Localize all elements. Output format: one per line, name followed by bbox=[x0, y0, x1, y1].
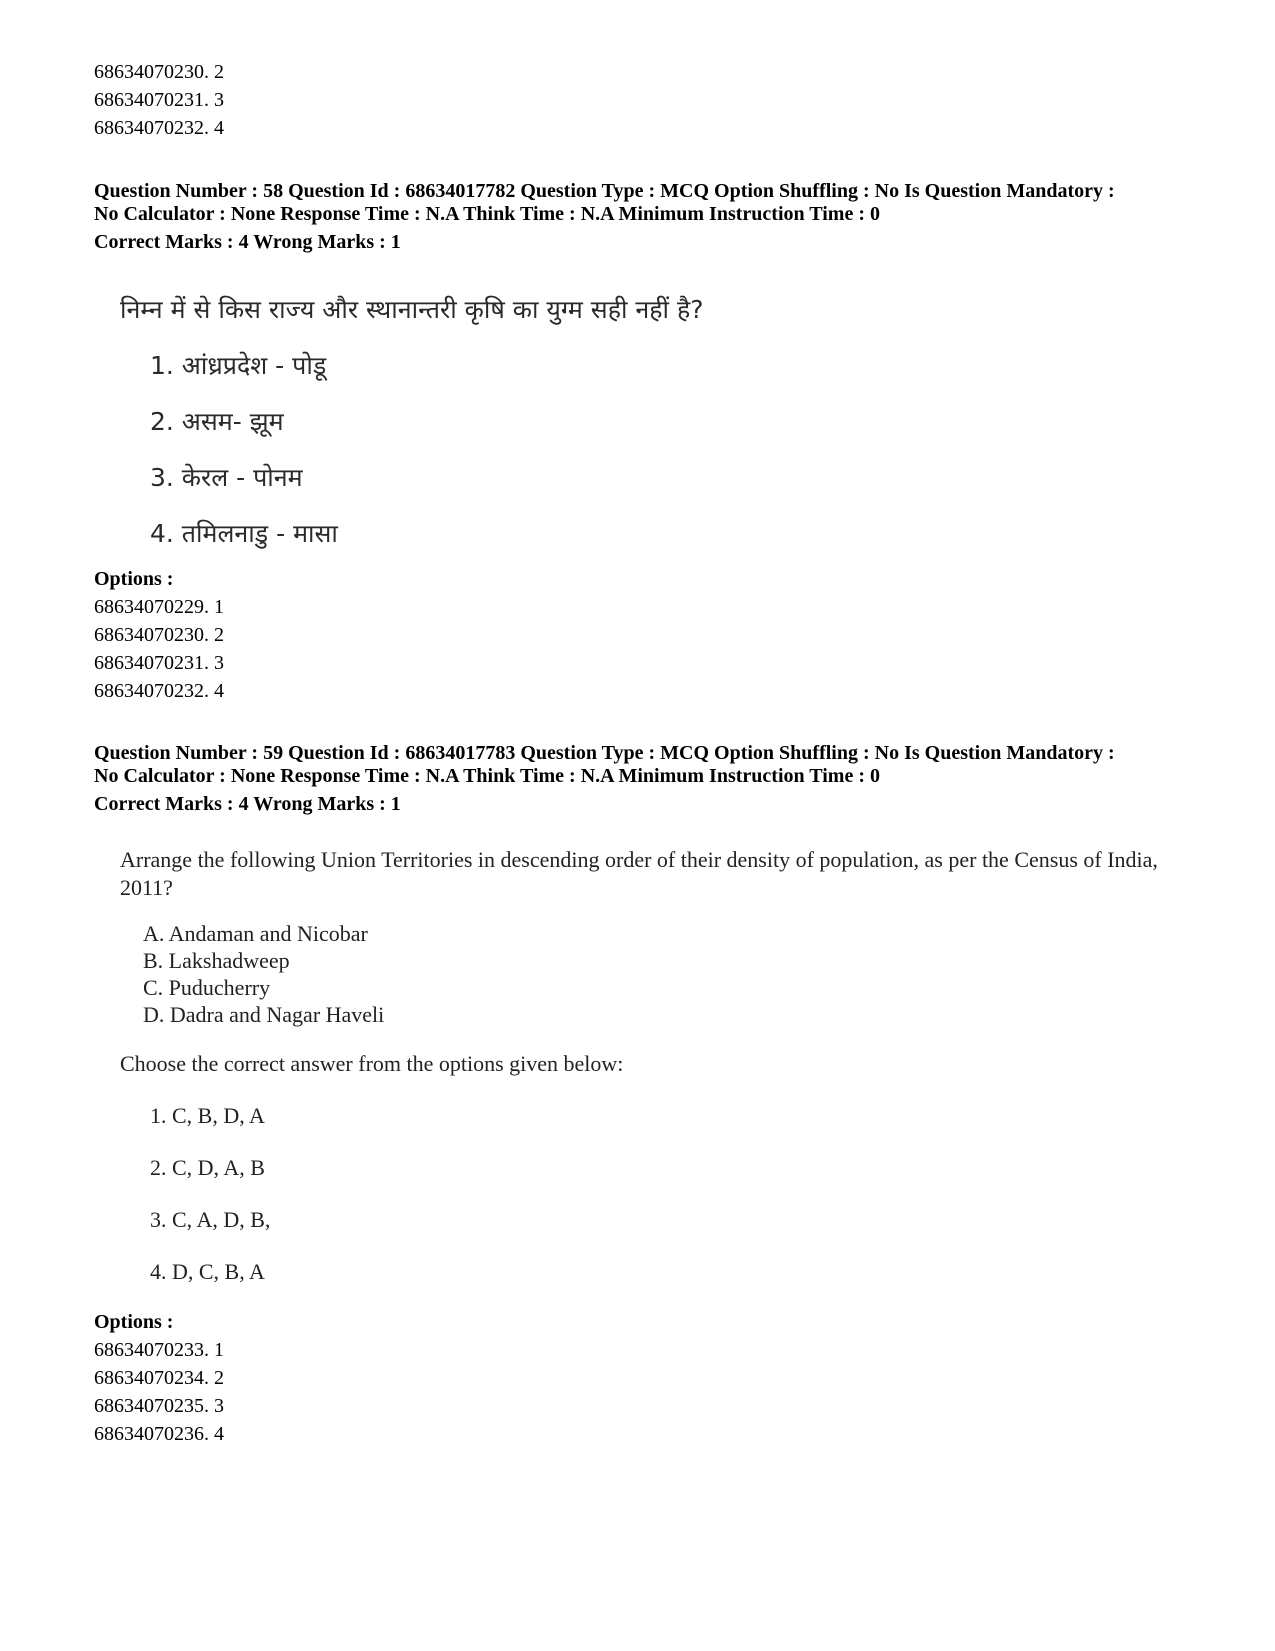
q59-choice-4: 4. D, C, B, A bbox=[150, 1259, 265, 1284]
q59-marks: Correct Marks : 4 Wrong Marks : 1 bbox=[94, 793, 401, 815]
prev-option-1: 68634070230. 2 bbox=[94, 61, 224, 83]
q59-option-1: 68634070233. 1 bbox=[94, 1339, 224, 1361]
q59-option-4: 68634070236. 4 bbox=[94, 1423, 224, 1445]
q58-option-4: 68634070232. 4 bbox=[94, 680, 224, 702]
q59-header-line1: Question Number : 59 Question Id : 68634017783 Question Type : MCQ Option Shuffling : No Is Question Mandatory : bbox=[94, 742, 1115, 764]
q58-option-3: 68634070231. 3 bbox=[94, 652, 224, 674]
q59-item-b: B. Lakshadweep bbox=[143, 948, 290, 973]
q59-option-3: 68634070235. 3 bbox=[94, 1395, 224, 1417]
q59-item-c: C. Puducherry bbox=[143, 975, 271, 1000]
q58-option-1: 68634070229. 1 bbox=[94, 596, 224, 618]
q59-option-2: 68634070234. 2 bbox=[94, 1367, 224, 1389]
q59-options-label: Options : bbox=[94, 1311, 174, 1333]
q59-item-a: A. Andaman and Nicobar bbox=[143, 921, 368, 946]
q58-choice-1: 1. आंध्रप्रदेश - पोडू bbox=[150, 351, 327, 380]
prev-option-3: 68634070232. 4 bbox=[94, 117, 224, 139]
q58-choice-2: 2. असम- झूम bbox=[150, 407, 284, 436]
q58-option-2: 68634070230. 2 bbox=[94, 624, 224, 646]
q59-header-line2: No Calculator : None Response Time : N.A Think Time : N.A Minimum Instruction Time : 0 bbox=[94, 765, 880, 787]
q59-choice-2: 2. C, D, A, B bbox=[150, 1155, 265, 1180]
q59-item-d: D. Dadra and Nagar Haveli bbox=[143, 1002, 385, 1027]
q58-header-line2: No Calculator : None Response Time : N.A Think Time : N.A Minimum Instruction Time : 0 bbox=[94, 203, 880, 225]
q59-choice-3: 3. C, A, D, B, bbox=[150, 1207, 271, 1232]
q58-question-stem: निम्न में से किस राज्य और स्थानान्तरी कृषि का युग्म सही नहीं है? bbox=[120, 295, 704, 324]
q59-question-stem: Arrange the following Union Territories in descending order of their density of population, as per the Census of India, 2011? bbox=[120, 847, 1158, 900]
q58-header-line1: Question Number : 58 Question Id : 68634017782 Question Type : MCQ Option Shuffling : No Is Question Mandatory : bbox=[94, 180, 1115, 202]
q58-marks: Correct Marks : 4 Wrong Marks : 1 bbox=[94, 231, 401, 253]
q59-choice-1: 1. C, B, D, A bbox=[150, 1103, 265, 1128]
q58-choice-3: 3. केरल - पोनम bbox=[150, 463, 303, 492]
q58-options-label: Options : bbox=[94, 568, 174, 590]
q58-choice-4: 4. तमिलनाडु - मासा bbox=[150, 519, 338, 548]
prev-option-2: 68634070231. 3 bbox=[94, 89, 224, 111]
q59-instruction: Choose the correct answer from the options given below: bbox=[120, 1051, 624, 1076]
